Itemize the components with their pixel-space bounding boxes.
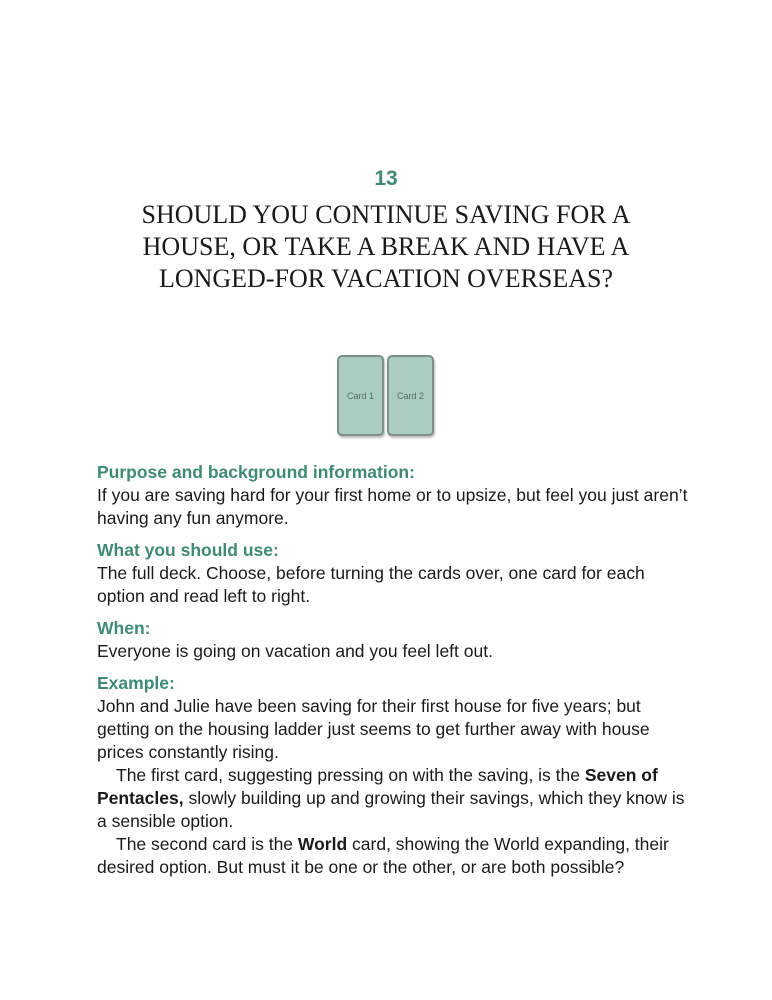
purpose-heading: Purpose and background information:	[97, 462, 415, 482]
use-heading: What you should use:	[97, 540, 279, 560]
example-p2-before: The first card, suggesting pressing on with the saving, is the	[116, 765, 585, 785]
use-text: The full deck. Choose, before turning the cards over, one card for each option and read left to right.	[97, 563, 645, 606]
card-name-world: World	[297, 834, 348, 854]
card-spread	[337, 355, 437, 437]
section-purpose	[97, 461, 697, 530]
example-heading: Example:	[97, 673, 175, 693]
chapter-number: 13	[374, 167, 398, 190]
purpose-text: If you are saving hard for your first home or to upsize, but feel you just aren’t having any fun anymore.	[97, 485, 688, 528]
when-heading: When:	[97, 618, 151, 638]
card-2: Card 2	[387, 355, 434, 436]
example-p3-before: The second card is the	[116, 834, 298, 854]
when-text: Everyone is going on vacation and you feel left out.	[97, 641, 493, 661]
example-paragraph-2	[97, 764, 697, 833]
example-paragraph-1: John and Julie have been saving for their first house for five years; but getting on the housing ladder just seems to get further away with house prices constantly rising.	[97, 696, 650, 762]
body-content	[97, 461, 697, 888]
section-when	[97, 617, 697, 663]
example-paragraph-3	[97, 833, 697, 879]
example-p3-after: card, showing the World expanding, their desired option. But must it be one or the other, or are both possible?	[97, 834, 669, 877]
card-name-seven-of-pentacles: Seven of Pentacles,	[97, 765, 658, 808]
section-example	[97, 672, 697, 879]
example-p2-after: slowly building up and growing their savings, which they know is a sensible option.	[97, 788, 685, 831]
card-1: Card 1	[337, 355, 384, 436]
section-use	[97, 539, 697, 608]
chapter-title: SHOULD YOU CONTINUE SAVING FOR A HOUSE, OR TAKE A BREAK AND HAVE A LONGED-FOR VACATION OVERSEAS?	[141, 200, 631, 293]
